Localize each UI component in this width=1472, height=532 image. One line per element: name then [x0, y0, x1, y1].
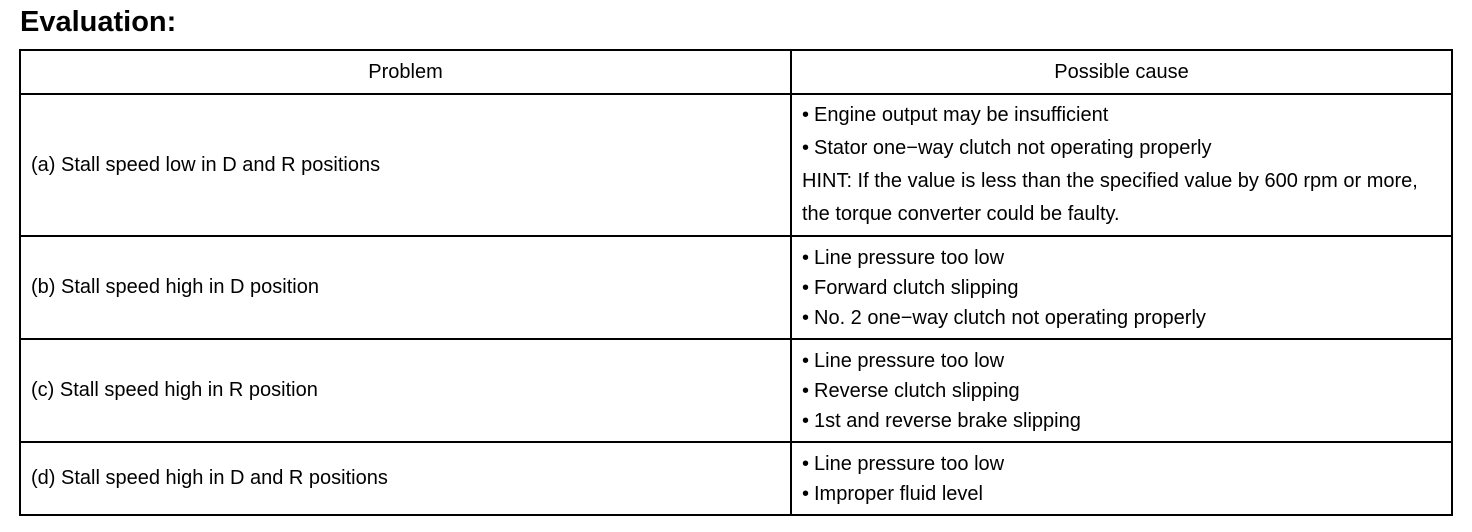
problem-cell: (b) Stall speed high in D position	[20, 236, 791, 339]
bullet-icon: •	[802, 306, 810, 329]
table-row	[20, 236, 1452, 339]
cause-list	[802, 243, 1441, 333]
cause-item: • Line pressure too low	[802, 243, 1441, 273]
table-row	[20, 94, 1452, 236]
evaluation-table	[19, 49, 1453, 516]
column-header-problem: Problem	[20, 50, 791, 94]
page-title: Evaluation:	[20, 6, 177, 38]
bullet-icon: •	[802, 137, 810, 159]
cause-item: • 1st and reverse brake slipping	[802, 406, 1441, 436]
cause-item: • Line pressure too low	[802, 346, 1441, 376]
cause-item: • Engine output may be insufficient	[802, 99, 1441, 132]
bullet-icon: •	[802, 246, 810, 269]
cause-cell	[791, 442, 1452, 515]
bullet-icon: •	[802, 349, 810, 372]
bullet-icon: •	[802, 379, 810, 402]
cause-item: • Line pressure too low	[802, 449, 1441, 479]
cause-item: • No. 2 one−way clutch not operating properly	[802, 303, 1441, 333]
table-row	[20, 339, 1452, 442]
column-header-possible-cause: Possible cause	[791, 50, 1452, 94]
bullet-icon: •	[802, 482, 810, 505]
cause-list	[802, 449, 1441, 509]
bullet-icon: •	[802, 452, 810, 475]
bullet-icon: •	[802, 409, 810, 432]
table-header-row	[20, 50, 1452, 94]
bullet-icon: •	[802, 104, 810, 126]
cause-cell	[791, 236, 1452, 339]
cause-list	[802, 346, 1441, 436]
bullet-icon: •	[802, 276, 810, 299]
cause-list	[802, 99, 1441, 165]
cause-item: • Stator one−way clutch not operating properly	[802, 132, 1441, 165]
cause-item: • Improper fluid level	[802, 479, 1441, 509]
cause-cell	[791, 94, 1452, 236]
problem-cell: (d) Stall speed high in D and R positions	[20, 442, 791, 515]
hint-text: HINT: If the value is less than the specified value by 600 rpm or more, the torque converter could be faulty.	[802, 170, 1418, 225]
cause-cell	[791, 339, 1452, 442]
problem-cell: (c) Stall speed high in R position	[20, 339, 791, 442]
problem-cell: (a) Stall speed low in D and R positions	[20, 94, 791, 236]
cause-item: • Forward clutch slipping	[802, 273, 1441, 303]
cause-item: • Reverse clutch slipping	[802, 376, 1441, 406]
table-row	[20, 442, 1452, 515]
